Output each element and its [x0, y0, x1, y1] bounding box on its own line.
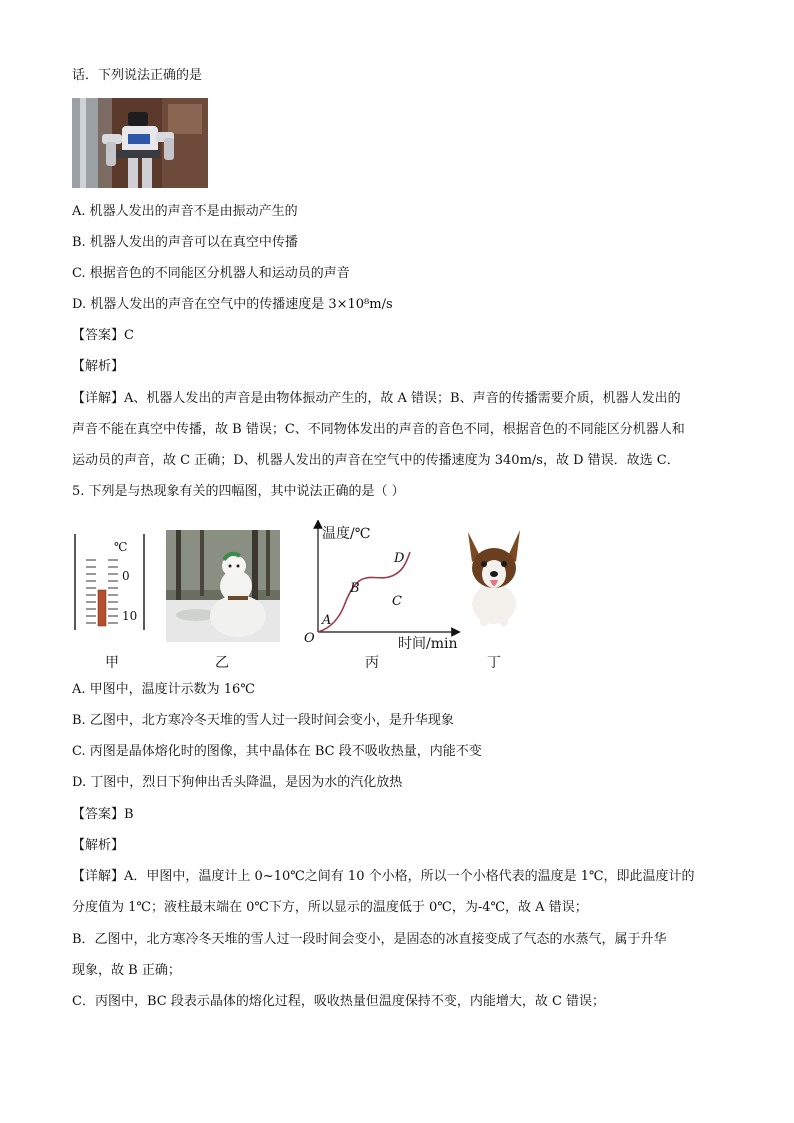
q4-option-c: C. 根据音色的不同能区分机器人和运动员的声音: [72, 266, 350, 281]
thermometer-icon: [72, 530, 148, 634]
graph-point-c: C: [392, 594, 402, 609]
thermometer-unit: ℃: [114, 540, 128, 554]
snowman-photo-icon: [166, 530, 280, 642]
q5-option-c: C. 丙图是晶体熔化时的图像，其中晶体在 BC 段不吸收热量，内能不变: [72, 744, 482, 759]
graph-xlabel: 时间/min: [398, 636, 458, 650]
q5-option-a: A. 甲图中，温度计示数为 16℃: [72, 682, 255, 697]
q5-option-d: D. 丁图中，烈日下狗伸出舌头降温，是因为水的汽化放热: [72, 775, 403, 790]
robot-photo-icon: [72, 98, 208, 188]
q5-detail-line-5: C．丙图中，BC 段表示晶体的熔化过程，吸收热量但温度保持不变，内能增大，故 C 错误；: [72, 994, 606, 1009]
q4-detail-line-1: [72, 390, 681, 408]
thermometer-tick-bottom: 10: [122, 609, 138, 623]
q4-detail-line-2: 声音不能在真空中传播，故 B 错误；C、不同物体发出的声音的音色不同，根据音色的不同能区分机器人和: [72, 422, 685, 437]
q4-option-b: B. 机器人发出的声音可以在真空中传播: [72, 235, 298, 250]
q4-analysis-label: 【解析】: [72, 359, 125, 374]
q4-option-a: A. 机器人发出的声音不是由振动产生的: [72, 204, 298, 219]
q4-option-d: D. 机器人发出的声音在空气中的传播速度是 3×10⁸m/s: [72, 297, 393, 312]
caption-yi: 乙: [215, 655, 229, 671]
q5-detail-line-2: 分度值为 1℃；液柱最末端在 0℃下方，所以显示的温度低于 0℃，为-4℃，故 A 错误；: [72, 900, 588, 915]
graph-point-d: D: [394, 551, 405, 566]
q5-detail-line-1: [72, 868, 695, 886]
q5-detail-text-1: A．甲图中，温度计上 0~10℃之间有 10 个小格，所以一个小格代表的温度是 1℃，即此温度计的: [124, 869, 695, 884]
q5-option-b: B. 乙图中，北方寒冷冬天堆的雪人过一段时间会变小，是升华现象: [72, 713, 454, 728]
caption-jia: 甲: [105, 655, 119, 671]
q4-detail-text-1: A、机器人发出的声音是由物体振动产生的，故 A 错误；B、声音的传播需要介质，机器人发出的: [124, 391, 681, 406]
dog-photo-icon: [462, 522, 526, 628]
q5-answer-label: 【答案】: [72, 807, 125, 822]
q5-detail-line-3: B．乙图中，北方寒冷冬天堆的雪人过一段时间会变小，是固态的冰直接变成了气态的水蒸气，属于升华: [72, 932, 667, 947]
q4-answer-label: 【答案】: [72, 328, 125, 343]
q4-answer: [72, 327, 134, 345]
q5-analysis-label: 【解析】: [72, 838, 125, 853]
q5-stem: 5. 下列是与热现象有关的四幅图，其中说法正确的是（ ）: [72, 484, 405, 499]
q5-answer-value: B: [124, 807, 134, 822]
caption-bing: 丙: [365, 655, 379, 671]
temperature-time-graph: [300, 520, 462, 650]
q5-answer: [72, 806, 134, 824]
q5-detail-line-4: 现象，故 B 正确；: [72, 963, 181, 978]
q4-answer-value: C: [124, 328, 134, 343]
graph-origin-label: O: [304, 631, 315, 646]
thermometer-tick-top: 0: [122, 569, 130, 583]
q4-stem-tail: 话．下列说法正确的是: [72, 68, 203, 83]
graph-point-a: A: [322, 613, 332, 628]
graph-point-b: B: [350, 581, 360, 596]
caption-ding: 丁: [487, 655, 501, 671]
q5-detail-label: 【详解】: [72, 869, 125, 884]
graph-ylabel: 温度/℃: [322, 526, 371, 542]
q4-detail-label: 【详解】: [72, 391, 125, 406]
q4-detail-line-3: 运动员的声音，故 C 正确；D、机器人发出的声音在空气中的传播速度为 340m/s，故 D 错误．故选 C．: [72, 453, 680, 468]
